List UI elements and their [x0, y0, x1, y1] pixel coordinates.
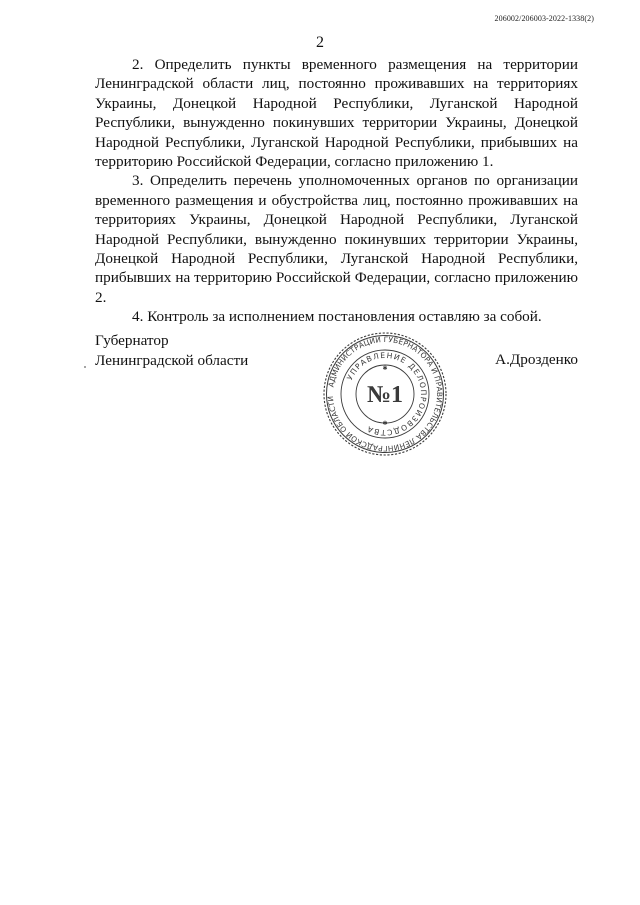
- paragraph-2: 2. Определить пункты временного размещения на территории Ленинградской области лиц, постоянно проживавших на территориях Украины, Донецкой Народной Республики, Луганской Народной Республики, вынужденно покинувших территории Украины, Донецкой Народной Республики, Луганской Народной Республики, прибывших на территорию Российской Федерации, согласно приложению 1.: [95, 56, 578, 171]
- paragraph-4: 4. Контроль за исполнением постановления оставляю за собой.: [132, 308, 542, 326]
- seal-star-top: ✱: [382, 365, 388, 372]
- page-number: 2: [316, 34, 324, 51]
- signatory-region: Ленинградской области: [95, 351, 249, 369]
- seal-inner-text: АДМИНИСТРАЦИИ ГУБЕРНАТОРА И ПРАВИТЕЛЬСТВА ЛЕНИНГРАДСКОЙ ОБЛАСТИ: [325, 334, 445, 454]
- seal-outer-text: УПРАВЛЕНИЕ ДЕЛОПРОИЗВОДСТВА: [345, 350, 429, 438]
- official-seal-stamp: [322, 331, 448, 457]
- signatory-name: А.Дрозденко: [495, 351, 578, 368]
- signatory-title: [95, 331, 248, 370]
- document-registration-code: 206002/206003-2022-1338(2): [494, 14, 594, 23]
- margin-mark: [84, 366, 86, 368]
- seal-star-bottom: ✱: [382, 420, 388, 427]
- paragraph-3: 3. Определить перечень уполномоченных органов по организации временного размещения и обустройства лиц, постоянно проживавших на территориях Украины, Донецкой Народной Республики, Луганской Народной Республики, вынужденно покинувших территории Украины, Донецкой Народной Республики, Луганской Народной Республики, прибывших на территорию Российской Федерации, согласно приложению 2.: [95, 172, 578, 306]
- signatory-position: Губернатор: [95, 332, 169, 349]
- document-body: [95, 55, 578, 327]
- seal-number: №1: [366, 382, 404, 408]
